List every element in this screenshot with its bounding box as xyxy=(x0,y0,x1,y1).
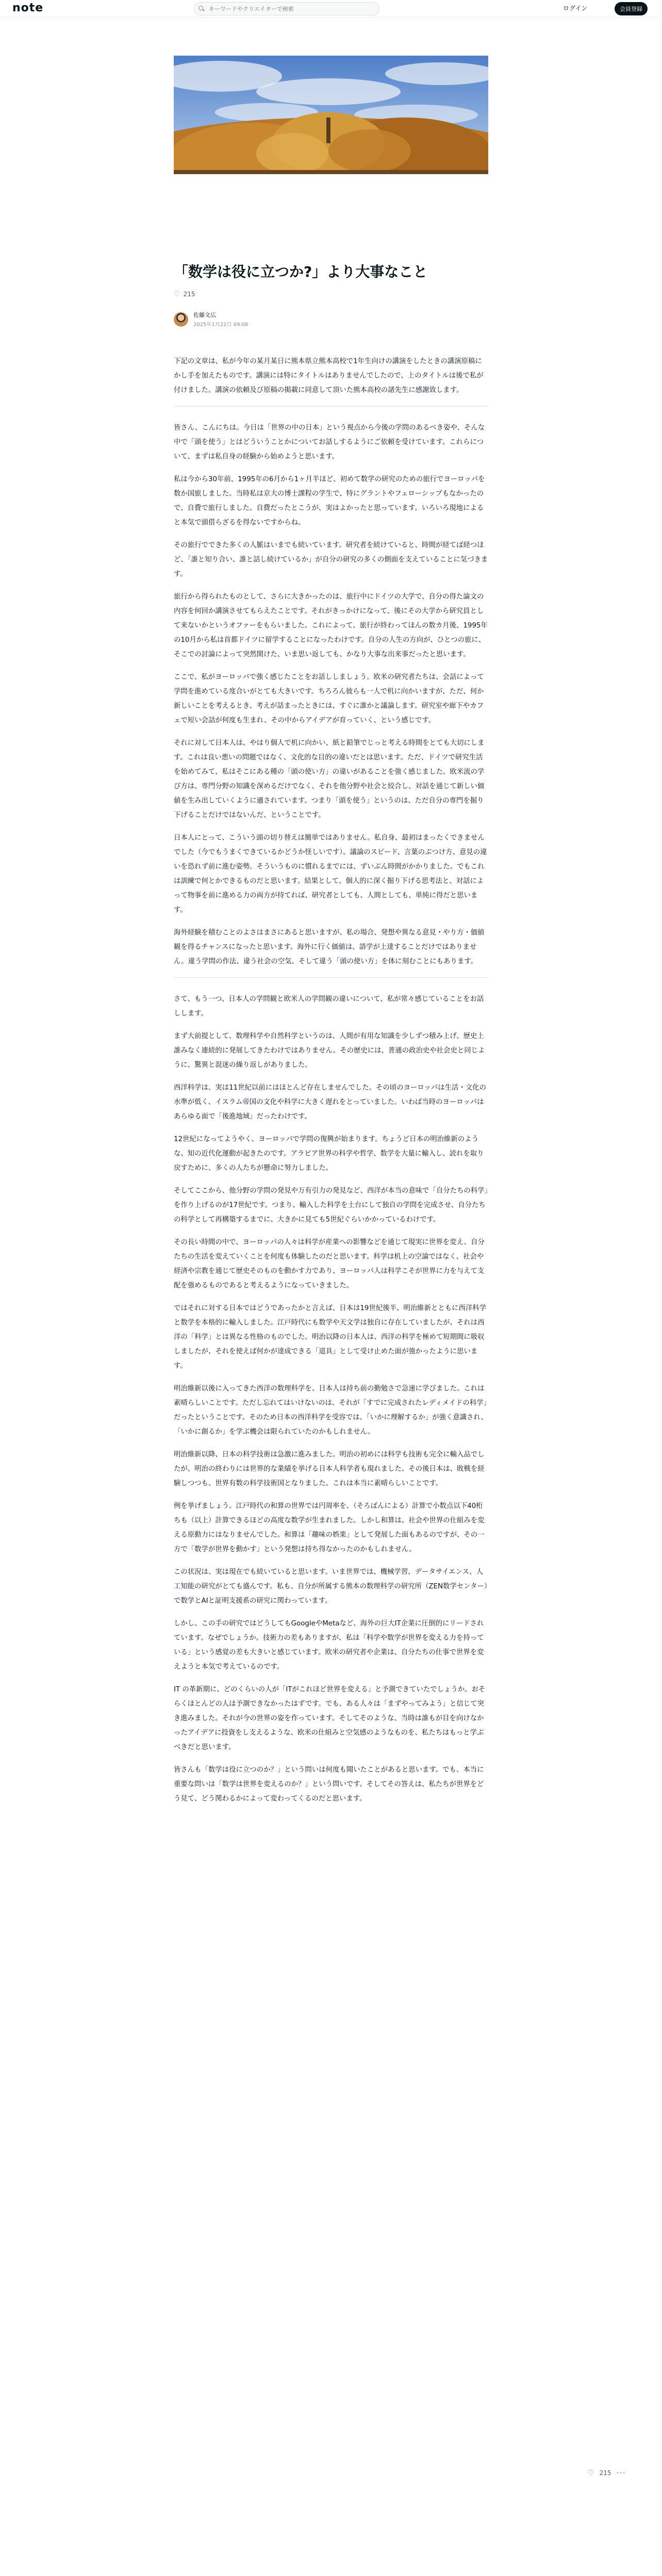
search-icon xyxy=(198,6,205,12)
article-paragraph: 12世紀になってようやく、ヨーロッパで学問の復興が始まります。ちょうど日本の明治維新のような、知の近代化運動が起きたのです。アラビア世界の科学や哲学、数学を大量に輸入し、読れを取り戻すために、多くの人たちが懸命に努力しました。 xyxy=(174,1136,484,1172)
author-name[interactable]: 佐藤文広 xyxy=(193,312,216,318)
article-paragraph: しかし、この手の研究ではどうしてもGoogleやMetaなど、海外の巨大IT企業に圧倒的にリードされています。なぜでしょうか。技術力の差もありますが、私は「科学や数学が世界を変える力を持っている」という感覚の差も大きいと感じています。欧米の研究者や企業は、自分たちの仕事で世界を変えようと本気で考えているのです。 xyxy=(174,1620,484,1671)
article-paragraph: その長い時間の中で、ヨーロッパの人々は科学が産業への影響などを通じて現実に世界を変え、自分たちの生活を変えていくことを何度も体験したのだと思います。科学は机上の空論ではなく、社会や経済や宗教を通じて歴史そのものを動かす力であり、ヨーロッパ人は科学こそが世界に力を与えて支配を強めるものであると考えるようになっていきました。 xyxy=(174,1239,485,1290)
article-paragraph: 海外経験を積むことのよさはまさにあると思いますが、私の場合、発想や異なる意見・やり方・価値観を得るチャンスになったと思います。海外に行く価値は、語学が上達することだけではありません。違う学問の作法、違う社会の空気、そして違う「頭の使い方」を体に刻むことにもあります。 xyxy=(174,929,485,965)
article-paragraph: そしてここから、他分野の学問の発見や万有引力の発見など、西洋が本当の意味で「自分たちの科学」を作り上げるのが17世紀です。つまり、輸入した科学を土台にして独自の学問を完成させ、自分たちの科学として再構築するまでに、大きかに見ても5世紀ぐらいかかっているわけです。 xyxy=(174,1187,488,1224)
article-paragraph: 例を挙げましょう。江戸時代の和算の世界では円周率を、（そろばんによる）計算で小数点以下40桁ちも（以上）計算できるほどの高度な数学が生まれました。しかし和算は、社会や世界の仕組みを変える原動力にはなりませんでした。和算は「趣味の娯楽」として発展した面もあるのですが、その一方で「数学が世界を動かす」という発想は持ち得なかったのかもしれません。 xyxy=(174,1502,485,1553)
article-paragraph: 旅行から得られたものとして、さらに大きかったのは、旅行中にドイツの大学で、自分の得た論文の内容を何回か講演させてもらえたことです。それがきっかけになって、後にその大学から研究員として来ないかというオファーをもらいました。これによって、旅行が終わってほんの数カ月後、1995年の10月から私は首都ドイツに留学することになったわけです。自分の人生の方向が、ひとつの旅に、そこでの討論によって突然開けた、いま思い返しても、かなり大事な出来事だったと思います。 xyxy=(174,593,488,658)
article-paragraph: 下記の文章は、私が今年の某月某日に熊本県立熊本高校で1年生向けの講演をしたときの講演原稿にかし手を加えたものです。講演には特にタイトルはありませんでしたので、上のタイトルは後で私が付けました。講演の依頼及び原稿の掲載に同意して頂いた熊本高校の諸先生に感謝致します。 xyxy=(174,358,484,394)
publish-date: 2025年1月22日 09:06 xyxy=(193,322,249,328)
signup-button[interactable]: 会員登録 xyxy=(615,2,648,15)
avatar[interactable] xyxy=(174,312,188,327)
heart-icon[interactable]: ♡ xyxy=(174,290,180,298)
heart-icon[interactable]: ♡ xyxy=(588,2468,594,2477)
note-logo[interactable]: note xyxy=(12,2,44,14)
search-box[interactable] xyxy=(194,2,379,15)
author-block[interactable] xyxy=(174,311,249,328)
article-paragraph: その旅行でできた多くの人脈はいまでも続いています。研究者を続けていると、時間が経てば経つほど、「誰と知り合い、誰と話し続けているか」が自分の研究の多くの側面を支えていることに気づきます。 xyxy=(174,541,488,578)
article-paragraph: さて、もう一つ、日本人の学問観と欧米人の学問観の違いについて、私が常々感じていることをお話しします。 xyxy=(174,995,484,1018)
article-paragraph: 私は今から30年前、1995年の6月から1ヶ月半ほど、初めて数学の研究のための旅行でヨーロッパを数か国旅しました。当時私は京大の博士課程の学生で、特にグラントやフェローシップもなかったので、自費で旅行しました。自費だったとこうが、実はよかったと思っています。いろいろ現地によると本気で頭借らざるを得ないですからね。 xyxy=(174,476,485,527)
like-count: 215 xyxy=(183,291,195,298)
article-paragraph: 日本人にとって、こういう頭の切り替えは簡単ではありません。私自身、最初はまったくできませんでした（今でもうまくできているかどうか怪しいです）。議論のスピード、言葉のぶつけ方、意見の違いを恐れず前に進む姿勢。そういうものに慣れるまでには、ずいぶん時間がかかりました。でもこれは訓練で何とかできるものだと思います。結果として、個人的に深く掘り下げる思考法と、対話によって物事を前に進める力の両方が持てれば、研究者としても、人間としても、単純に得だと思います。 xyxy=(174,834,487,914)
article-paragraph: 明治維新以後に入ってきた西洋の数理科学を、日本人は持ち前の勤勉さで急速に学びました。これは素晴らしいことです。ただし忘れてはいけないのは、それが「すでに完成されたレディメイドの科学」だったということです。そのため日本の西洋科学を受容では、「いかに理解するか」が強く意識され、「いかに創るか」を学ぶ機会は限られていたのかもしれません。 xyxy=(174,1385,488,1436)
article-paragraph: ここで、私がヨーロッパで強く感じたことをお話ししましょう。欧米の研究者たちは、会話によって学問を進めている度合いがとても大きいです。ちろろん彼らも一人で机に向かいますが、ただ、何か新しいことを考えるとき、考えが話まったときには、すぐに誰かと議論します。研究室や廊下やカフェで短い会話が何度も生まれ、その中からアイデアが育っていく、という感じです。 xyxy=(174,673,484,724)
like-counter[interactable] xyxy=(174,290,195,298)
article-paragraph: IT の革新期に、どのくらいの人が「ITがこれほど世界を変える」と予測できていたでしょうか。おそらくほとんどの人は予測できなかったはずです。でも、ある人々は「まずやってみよう」と信じて突き進みました。それが今の世界の姿を作っています。そしてそのような、当時は誰もが目を向けなかったアイデアに投資をし支えるような、欧米の仕組みと空気感のようなものを、私たちはもっと学ぶべきだと思います。 xyxy=(174,1686,486,1751)
article-paragraph: ではそれに対する日本ではどうであったかと言えば、日本は19世紀後半、明治維新とともに西洋科学と数学を本格的に輸入しました。江戸時代にも数学や天文学は独自に存在していましたが、それは西洋の「科学」とは異なる性格のものでした。明治以降の日本人は、西洋の科学を極めて短期間に吸収しましたが、それを使えば何かが達成できる「道具」として受け止めた面が強かったように思います。 xyxy=(174,1304,487,1370)
hero-image xyxy=(174,56,488,174)
login-link[interactable]: ログイン xyxy=(563,5,588,12)
site-header xyxy=(0,0,662,18)
search-input[interactable] xyxy=(209,6,374,12)
sticky-like-count: 215 xyxy=(599,2469,611,2477)
article-paragraph: 皆さんも「数学は役に立つのか？」という問いは何度も聞いたことがあると思います。でも、本当に重要な問いは「数学は世界を変えるのか？」という問いです。そしてその答えは、私たちが世界をどう見て、どう関わるかによって変わってくるのだと思います。 xyxy=(174,1766,484,1803)
article-title: 「数学は役に立つか?」より大事なこと xyxy=(174,263,428,280)
section-divider xyxy=(174,977,488,978)
article-paragraph: それに対して日本人は、やはり個人で机に向かい、紙と鉛筆でじっと考える時間をとても大切にします。これは良い悪いの問題ではなく、文化的な目的の違いだとは思います。ただ、ドイツで研究生活を始めてみて、私はそこにある種の「頭の使い方」の違いがあることを強く感じました。欧米流の学び方は、専門分野の知識を深めるだけでなく、それを他分野や社会と絞合し、対話を通じて新しい価値を生み出していくように適されています。つまり「頭を使う」というのは、ただ自分の専門を掘り下げることだけではないんだ、ということです。 xyxy=(174,739,485,819)
article-paragraph: 西洋科学は、実は11世紀以前にはほとんど存在しませんでした。その頃のヨーロッパは生活・文化の水準が低く、イスラム帝国の文化や科学に大きく遅れをとっていました。いわば当時のヨーロッパはあらゆる面で「後進地域」だったわけです。 xyxy=(174,1084,486,1121)
article-paragraph: 皆さん、こんにちは。今日は「世界の中の日本」という視点から今後の学問のあるべき姿や、そんな中で「頭を使う」とはどういうことかについてお話しするようにご依頼を受けています。これらについて、まずは私自身の経験から始めようと思います。 xyxy=(174,424,485,461)
article-paragraph: まず大前提として、数理科学や自然科学というのは、人間が有用な知識を少しずつ積み上げ、歴史上誰みなく連続的に発展してきたわけではありません。その歴史には、普通の政治史や社会史と同じように、驚異と混迷の繰り返しがありました。 xyxy=(174,1032,485,1069)
sticky-actions xyxy=(588,2468,626,2478)
article-paragraph: この状況は、実は現在でも続いていると思います。いま世界では、機械学習、データサイエンス、人工知能の研究がとても盛んです。私も、自分が所属する熊本の数理科学の研究所（ZEN数学センター）で数学とAIと証明支援系の研究に関わっています。 xyxy=(174,1568,488,1605)
article-body xyxy=(174,354,488,1815)
article-paragraph: 明治維新以降、日本の科学技術は急激に進みました。明治の初めには科学も技術も完全に輸入品でしたが、明治の終わりには世界的な業績を挙げる日本人科学者も現れました。その後日本は、敗戦を経験しつつも、世界有数の科学技術国となりました。これは本当に素晴らしいことです。 xyxy=(174,1451,485,1487)
more-icon[interactable]: ··· xyxy=(616,2468,626,2478)
